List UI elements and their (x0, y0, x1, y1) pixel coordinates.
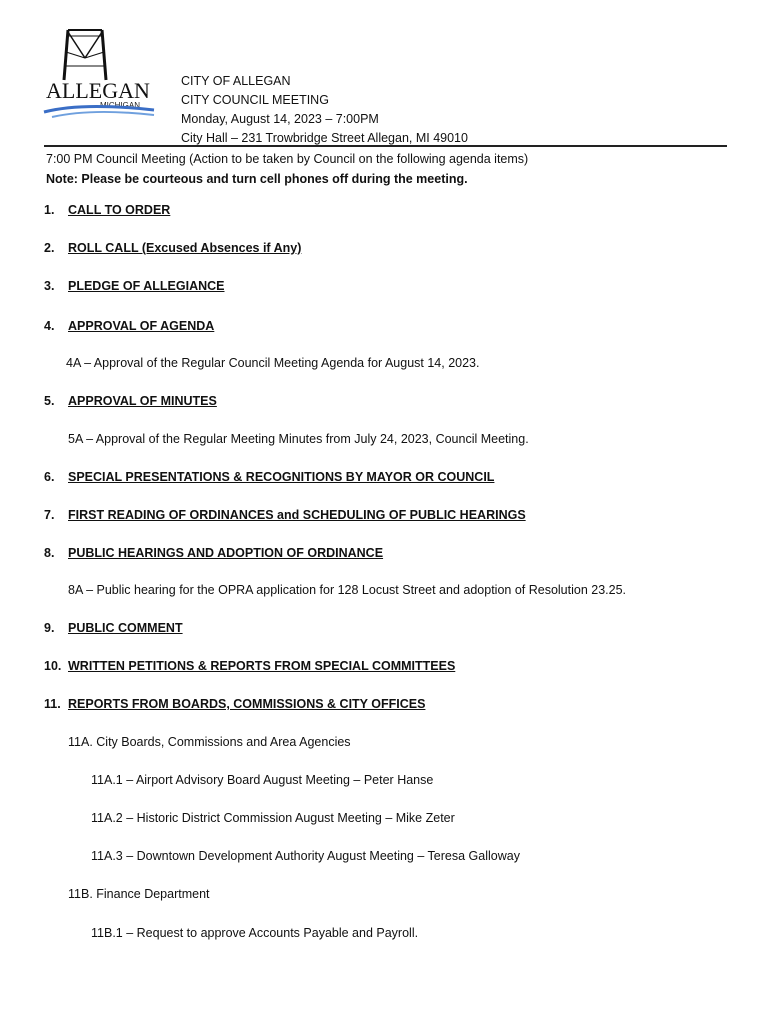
sub-item-8a: 8A – Public hearing for the OPRA application for 128 Locust Street and adoption of Resolution 23.25. (68, 583, 627, 597)
logo-text: ALLEGAN (46, 78, 150, 103)
meeting-header (181, 72, 468, 148)
sub-item-11b1: 11B.1 – Request to approve Accounts Payable and Payroll. (91, 926, 419, 940)
agenda-item-written-petitions: 10. WRITTEN PETITIONS & REPORTS FROM SPECIAL COMMITTEES (44, 659, 456, 673)
agenda-item-first-reading: 7. FIRST READING OF ORDINANCES and SCHEDULING OF PUBLIC HEARINGS (44, 508, 526, 522)
agenda-item-special-presentations: 6. SPECIAL PRESENTATIONS & RECOGNITIONS BY MAYOR OR COUNCIL (44, 470, 495, 484)
meeting-name: CITY COUNCIL MEETING (181, 93, 329, 107)
sub-item-11b: 11B. Finance Department (68, 887, 210, 901)
meeting-location: City Hall – 231 Trowbridge Street Allegan, MI 49010 (181, 131, 468, 145)
sub-item-11a1: 11A.1 – Airport Advisory Board August Meeting – Peter Hanse (91, 773, 434, 787)
meeting-datetime: Monday, August 14, 2023 – 7:00PM (181, 112, 379, 126)
org-name: CITY OF ALLEGAN (181, 74, 291, 88)
sub-item-11a: 11A. City Boards, Commissions and Area Agencies (68, 735, 351, 749)
sub-item-4a: 4A – Approval of the Regular Council Meeting Agenda for August 14, 2023. (66, 356, 480, 370)
agenda-item-public-hearings: 8. PUBLIC HEARINGS AND ADOPTION OF ORDINANCE (44, 546, 384, 560)
agenda-item-public-comment: 9. PUBLIC COMMENT (44, 621, 183, 635)
sub-item-5a: 5A – Approval of the Regular Meeting Minutes from July 24, 2023, Council Meeting. (68, 432, 529, 446)
phone-note: Note: Please be courteous and turn cell phones off during the meeting. (46, 172, 468, 186)
agenda-item-roll-call: 2. ROLL CALL (Excused Absences if Any) (44, 241, 302, 255)
allegan-bridge-logo (42, 22, 158, 122)
sub-item-11a2: 11A.2 – Historic District Commission August Meeting – Mike Zeter (91, 811, 455, 825)
meeting-intro: 7:00 PM Council Meeting (Action to be taken by Council on the following agenda items) (46, 152, 529, 166)
agenda-item-reports: 11. REPORTS FROM BOARDS, COMMISSIONS & CITY OFFICES (44, 697, 426, 711)
logo-subtext: MICHIGAN (100, 101, 140, 110)
preamble (46, 149, 528, 189)
city-logo (42, 22, 158, 122)
header-divider (44, 145, 727, 147)
agenda-item-call-to-order: 1. CALL TO ORDER (44, 203, 171, 217)
agenda-item-approval-minutes: 5. APPROVAL OF MINUTES (44, 394, 217, 408)
sub-item-11a3: 11A.3 – Downtown Development Authority August Meeting – Teresa Galloway (91, 849, 520, 863)
agenda-item-approval-agenda: 4. APPROVAL OF AGENDA (44, 319, 215, 333)
agenda-item-pledge: 3. PLEDGE OF ALLEGIANCE (44, 279, 225, 293)
